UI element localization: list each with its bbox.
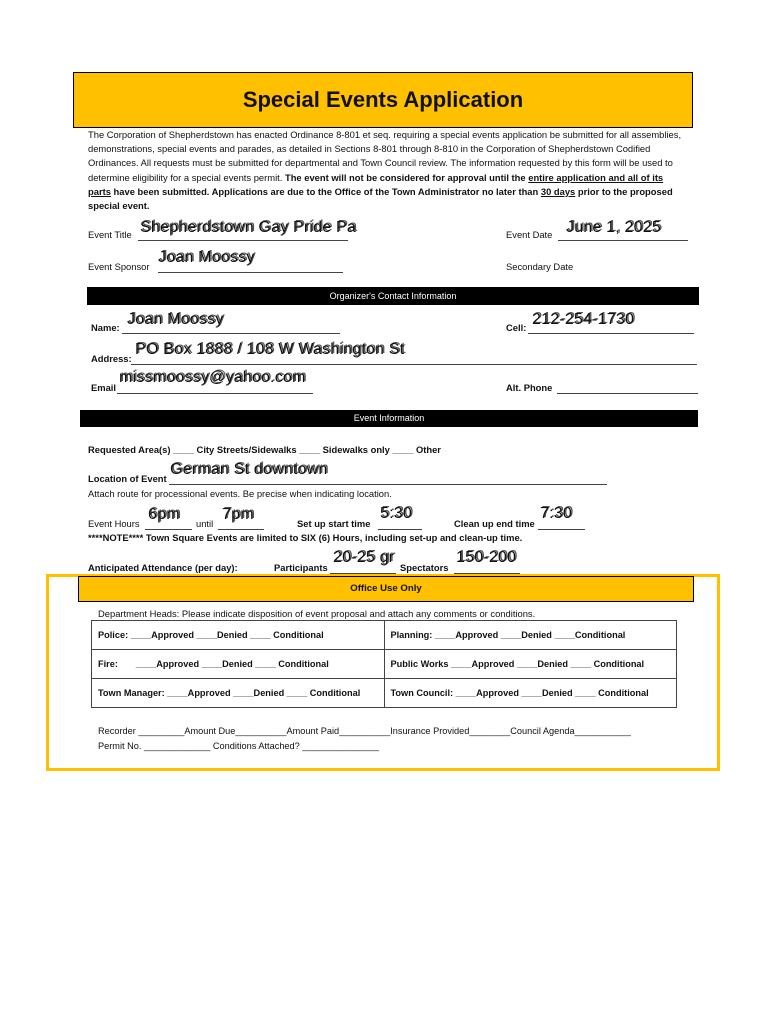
cell-label: Cell: [506, 322, 527, 333]
cell-field[interactable]: 212-254-1730 [532, 311, 635, 328]
town-manager-cell[interactable]: Town Manager: ____Approved ____Denied ____ Conditional [92, 679, 385, 708]
office-use-bar: Office Use Only [78, 576, 694, 602]
name-label: Name: [91, 322, 120, 333]
police-cell[interactable]: Police: ____Approved ____Denied ____ Conditional [92, 621, 385, 650]
cell-line [528, 333, 694, 334]
event-sponsor-label: Event Sponsor [88, 261, 150, 272]
disposition-table [91, 620, 677, 708]
event-hours-from-field[interactable]: 6pm [148, 506, 180, 523]
intro-paragraph [88, 128, 688, 213]
town-council-cell[interactable]: Town Council: ____Approved ____Denied ____ Conditional [384, 679, 677, 708]
event-date-line [558, 240, 688, 241]
address-line [131, 364, 697, 365]
page-title: Special Events Application [242, 87, 524, 112]
event-hours-from-line [145, 529, 192, 530]
spectators-field[interactable]: 150-200 [456, 549, 517, 566]
event-hours-label: Event Hours [88, 518, 140, 529]
table-row [92, 621, 677, 650]
table-row [92, 679, 677, 708]
event-sponsor-line [158, 272, 343, 273]
cleanup-label: Clean up end time [454, 518, 535, 529]
intro-bold-1: The event will not be considered for approval until the [284, 171, 526, 183]
intro-underline-1: entire application and all of its parts [88, 171, 664, 197]
intro-underline-2: 30 days [540, 185, 576, 197]
setup-label: Set up start time [297, 518, 371, 529]
title-banner [73, 72, 693, 128]
fire-cell[interactable]: Fire: ____Approved ____Denied ____ Conditional [92, 650, 385, 679]
recorder-line: Recorder _________Amount Due__________Amount Paid__________Insurance Provided________Council Agenda___________ [98, 726, 631, 736]
name-line [122, 333, 340, 334]
attendance-label: Anticipated Attendance (per day): [88, 562, 238, 573]
email-label: Email [91, 382, 117, 393]
name-field[interactable]: Joan Moossy [127, 311, 224, 328]
alt-phone-line [557, 393, 698, 394]
email-line [117, 393, 313, 394]
cleanup-line [538, 529, 585, 530]
requested-area-line: Requested Area(s) ____ City Streets/Sidewalks ____ Sidewalks only ____ Other [88, 444, 441, 455]
event-title-line [138, 240, 348, 241]
location-line [169, 484, 607, 485]
office-instructions: Department Heads: Please indicate disposition of event proposal and attach any comments or conditions. [98, 608, 536, 619]
secondary-date-label: Secondary Date [506, 261, 574, 272]
location-label: Location of Event [88, 473, 167, 484]
until-label: until [196, 518, 214, 529]
address-label: Address: [91, 353, 132, 364]
event-info-section-bar: Event Information [80, 410, 698, 427]
participants-label: Participants [274, 562, 328, 573]
email-field[interactable]: missmoossy@yahoo.com [119, 369, 306, 386]
spectators-label: Spectators [400, 562, 449, 573]
permit-line: Permit No. _____________ Conditions Attached? _______________ [98, 741, 379, 751]
cleanup-field[interactable]: 7:30 [540, 505, 572, 522]
alt-phone-label: Alt. Phone [506, 382, 553, 393]
event-hours-to-field[interactable]: 7pm [222, 506, 254, 523]
public-works-cell[interactable]: Public Works ____Approved ____Denied ____ Conditional [384, 650, 677, 679]
table-row [92, 650, 677, 679]
participants-field[interactable]: 20-25 gr [333, 549, 395, 566]
route-note: Attach route for processional events. Be precise when indicating location. [88, 488, 392, 499]
organizer-section-bar: Organizer's Contact Information [87, 287, 699, 305]
intro-bold-2: have been submitted. Applications are due to the Office of the Town Administrator no later than [113, 185, 539, 197]
hours-note: ****NOTE**** Town Square Events are limited to SIX (6) Hours, including set-up and clean-up time. [88, 532, 523, 543]
setup-line [378, 529, 422, 530]
location-field[interactable]: German St downtown [170, 461, 328, 478]
planning-cell[interactable]: Planning: ____Approved ____Denied ____Conditional [384, 621, 677, 650]
address-field[interactable]: PO Box 1888 / 108 W Washington St [135, 341, 405, 358]
event-date-label: Event Date [506, 229, 553, 240]
event-sponsor-field[interactable]: Joan Moossy [158, 249, 255, 266]
event-hours-to-line [218, 529, 264, 530]
event-title-field[interactable]: Shepherdstown Gay Pride Pa [140, 219, 356, 236]
intro-text: The Corporation of Shepherdstown has enacted Ordinance 8-801 et seq. requiring a special events application be submitted for all assemblies, demonstrations, special events and parades, as detailed in Sections 8-801 through 8-810 in the Corporation of Shepherdstown Codified Ordinances. All requests must be submitted for departmental and Town Council review. The information requested by this form will be used to determine eligibility for a special events permit. [88, 129, 682, 183]
event-date-field[interactable]: June 1, 2025 [566, 219, 661, 236]
event-title-label: Event Title [88, 229, 132, 240]
intro-bold-3: prior to the proposed special event. [88, 185, 673, 212]
setup-field[interactable]: 5:30 [380, 505, 412, 522]
